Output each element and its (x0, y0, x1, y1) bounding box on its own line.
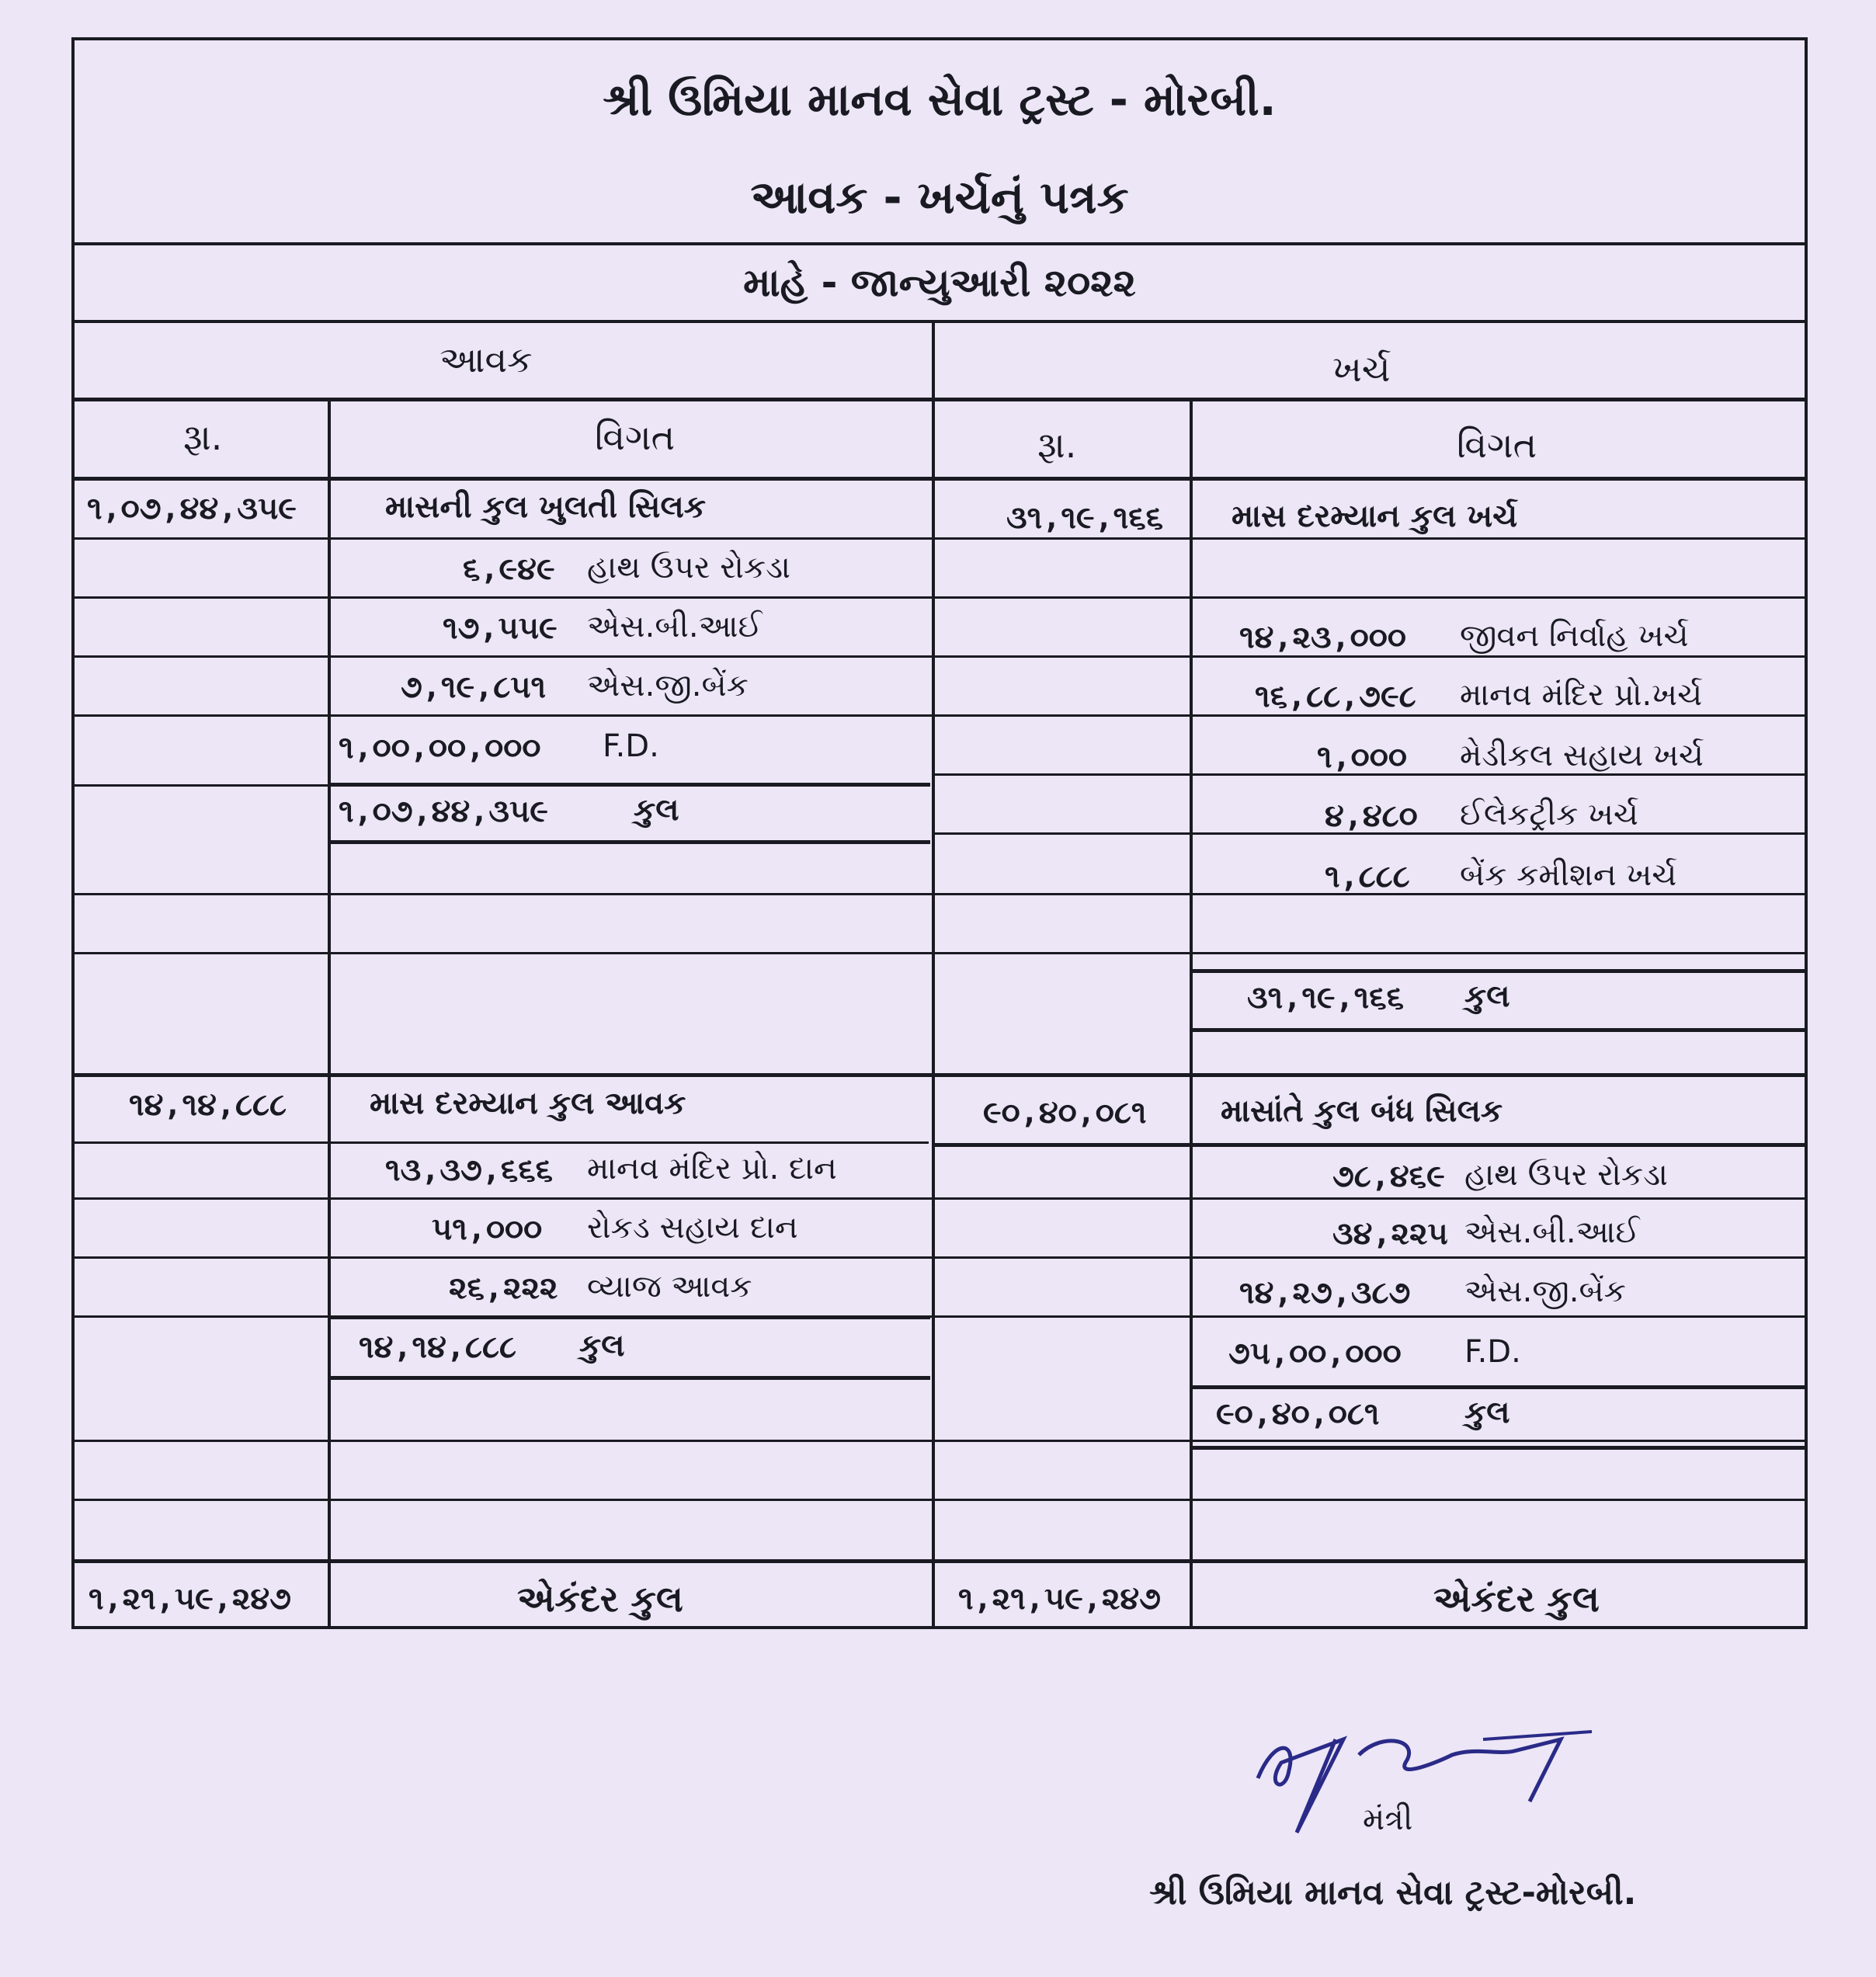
center-divider (932, 323, 935, 1629)
expense-amount-divider (1190, 401, 1193, 1629)
opening-item-label: એસ.જી.બેંક (587, 668, 749, 704)
expense-grand-total-amount: ૧,૨૧,૫૯,૨૪૭ (958, 1581, 1161, 1617)
expense-item-amount: ૧૪,૨૩,૦૦૦ (1239, 620, 1406, 655)
month-income-label: માસ દરમ્યાન કુલ આવક (370, 1086, 686, 1121)
expense-item-label: બેંક કમીશન ખર્ચ (1460, 857, 1677, 893)
expense-total-label: કુલ (1464, 978, 1510, 1014)
section-rule (75, 1073, 1805, 1077)
handwritten-signature (1250, 1708, 1607, 1840)
row-rule (75, 1141, 929, 1144)
row-rule (75, 1256, 1805, 1259)
opening-total-label: કુલ (634, 792, 679, 828)
total-box-rule (331, 840, 930, 844)
total-box-rule (1193, 1028, 1805, 1032)
expense-item-label: ઈલેકટ્રીક ખર્ચ (1460, 797, 1638, 832)
total-box-rule (331, 1315, 930, 1319)
column-header-rule (75, 477, 1805, 481)
row-rule (75, 952, 1805, 954)
opening-item-label: એસ.બી.આઈ (587, 609, 763, 645)
income-item-label: રોકડ સહાય દાન (587, 1210, 798, 1246)
income-item-amount: ૫૧,૦૦૦ (432, 1211, 543, 1247)
total-box-rule (1193, 969, 1805, 973)
trust-title: શ્રી ઉમિયા માનવ સેવા ટ્રસ્ટ - મોરબી. (603, 73, 1277, 126)
total-box-rule (1193, 1385, 1805, 1389)
expense-item-label: માનવ મંદિર પ્રો.ખર્ચ (1460, 677, 1703, 713)
row-rule (75, 893, 1805, 895)
signatory-organization: શ્રી ઉમિયા માનવ સેવા ટ્રસ્ટ-મોરબી. (1149, 1873, 1637, 1913)
signatory-role: મંત્રી (1363, 1802, 1413, 1837)
closing-item-label: F.D. (1464, 1334, 1521, 1370)
income-grand-total-label: એકંદર કુલ (517, 1578, 683, 1620)
opening-total-amount: ૧,૦૭,૪૪,૩૫૯ (339, 794, 548, 829)
income-heading: આવક (439, 339, 533, 380)
row-rule (75, 714, 1805, 717)
closing-item-amount: ૭૫,૦૦,૦૦૦ (1228, 1336, 1402, 1371)
expense-rupees-header: રૂા. (1037, 424, 1077, 466)
closing-item-amount: ૭૮,૪૬૯ (1332, 1159, 1445, 1194)
income-item-label: વ્યાજ આવક (587, 1269, 752, 1305)
statement-subtitle: આવક - ખર્ચનું પત્રક (750, 171, 1129, 224)
income-grand-total-amount: ૧,૨૧,૫૯,૨૪૭ (89, 1581, 291, 1617)
expense-details-header: વિગત (1457, 424, 1537, 466)
expense-item-amount: ૧૬,૮૮,૭૯૮ (1255, 679, 1416, 714)
expense-heading: ખર્ચ (1332, 348, 1391, 390)
expense-item-amount: ૧,૮૮૮ (1325, 859, 1410, 895)
opening-item-amount: ૭,૧૯,૮૫૧ (401, 669, 547, 705)
row-rule (75, 596, 1805, 599)
opening-balance-label: માસની કુલ ખુલતી સિલક (385, 489, 706, 525)
opening-item-amount: ૧૭,૫૫૯ (443, 610, 558, 646)
expense-item-amount: ૧,૦૦૦ (1317, 739, 1407, 775)
expense-item-label: મેડીકલ સહાય ખર્ચ (1460, 738, 1704, 773)
closing-item-amount: ૩૪,૨૨૫ (1332, 1216, 1448, 1252)
closing-total-label: કુલ (1464, 1395, 1510, 1430)
income-total-amount: ૧૪,૧૪,૮૮૮ (359, 1329, 516, 1365)
closing-item-label: એસ.જી.બેંક (1464, 1273, 1626, 1309)
opening-balance-amount: ૧,૦૭,૪૪,૩૫૯ (87, 491, 297, 526)
month-heading: માહે - જાન્યુઆરી ૨૦૨૨ (75, 245, 1805, 323)
opening-item-label: હાથ ઉપર રોકડા (587, 550, 790, 585)
closing-item-label: એસ.બી.આઈ (1464, 1214, 1640, 1250)
opening-item-amount: ૬,૯૪૯ (463, 551, 555, 587)
row-rule (75, 1440, 1805, 1442)
row-rule (75, 1499, 1805, 1501)
total-box-rule (331, 783, 930, 787)
expense-item-label: જીવન નિર્વાહ ખર્ચ (1460, 618, 1689, 654)
expense-grand-total-label: એકંદર કુલ (1433, 1578, 1600, 1620)
closing-balance-label: માસાંતે કુલ બંધ સિલક (1221, 1093, 1503, 1129)
expense-item-amount: ૪,૪૮૦ (1325, 798, 1418, 834)
row-rule (75, 1197, 1805, 1200)
month-expense-amount: ૩૧,૧૯,૧૬૬ (1006, 500, 1164, 536)
total-box-rule (1193, 1446, 1805, 1450)
income-item-label: માનવ મંદિર પ્રો. દાન (587, 1151, 837, 1187)
month-expense-label: માસ દરમ્યાન કુલ ખર્ચ (1232, 499, 1518, 534)
closing-total-amount: ૯૦,૪૦,૦૮૧ (1216, 1396, 1380, 1432)
title-band (75, 40, 1805, 245)
row-rule (75, 655, 1805, 658)
statement-table (71, 37, 1808, 1629)
income-rupees-header: રૂા. (183, 416, 223, 458)
month-income-amount: ૧૪,૧૪,૮૮૮ (129, 1087, 287, 1123)
grand-total-rule (75, 1559, 1805, 1563)
expense-total-amount: ૩૧,૧૯,૧૬૬ (1247, 980, 1405, 1016)
opening-item-label: F.D. (603, 728, 659, 764)
section-rule (935, 1143, 1805, 1147)
opening-item-amount: ૧,૦૦,૦૦,૦૦૦ (339, 730, 541, 766)
closing-balance-amount: ૯૦,૪૦,૦૮૧ (983, 1095, 1147, 1131)
closing-item-amount: ૧૪,૨૭,૩૮૭ (1239, 1275, 1411, 1311)
income-details-header: વિગત (595, 416, 676, 458)
income-item-amount: ૨૬,૨૨૨ (449, 1270, 558, 1306)
income-item-amount: ૧૩,૩૭,૬૬૬ (385, 1152, 554, 1188)
income-amount-divider (328, 401, 331, 1629)
closing-item-label: હાથ ઉપર રોકડા (1464, 1157, 1668, 1193)
section-header-rule (75, 398, 1805, 401)
row-rule (75, 537, 1805, 540)
income-total-label: કુલ (579, 1328, 625, 1364)
total-box-rule (331, 1376, 930, 1380)
